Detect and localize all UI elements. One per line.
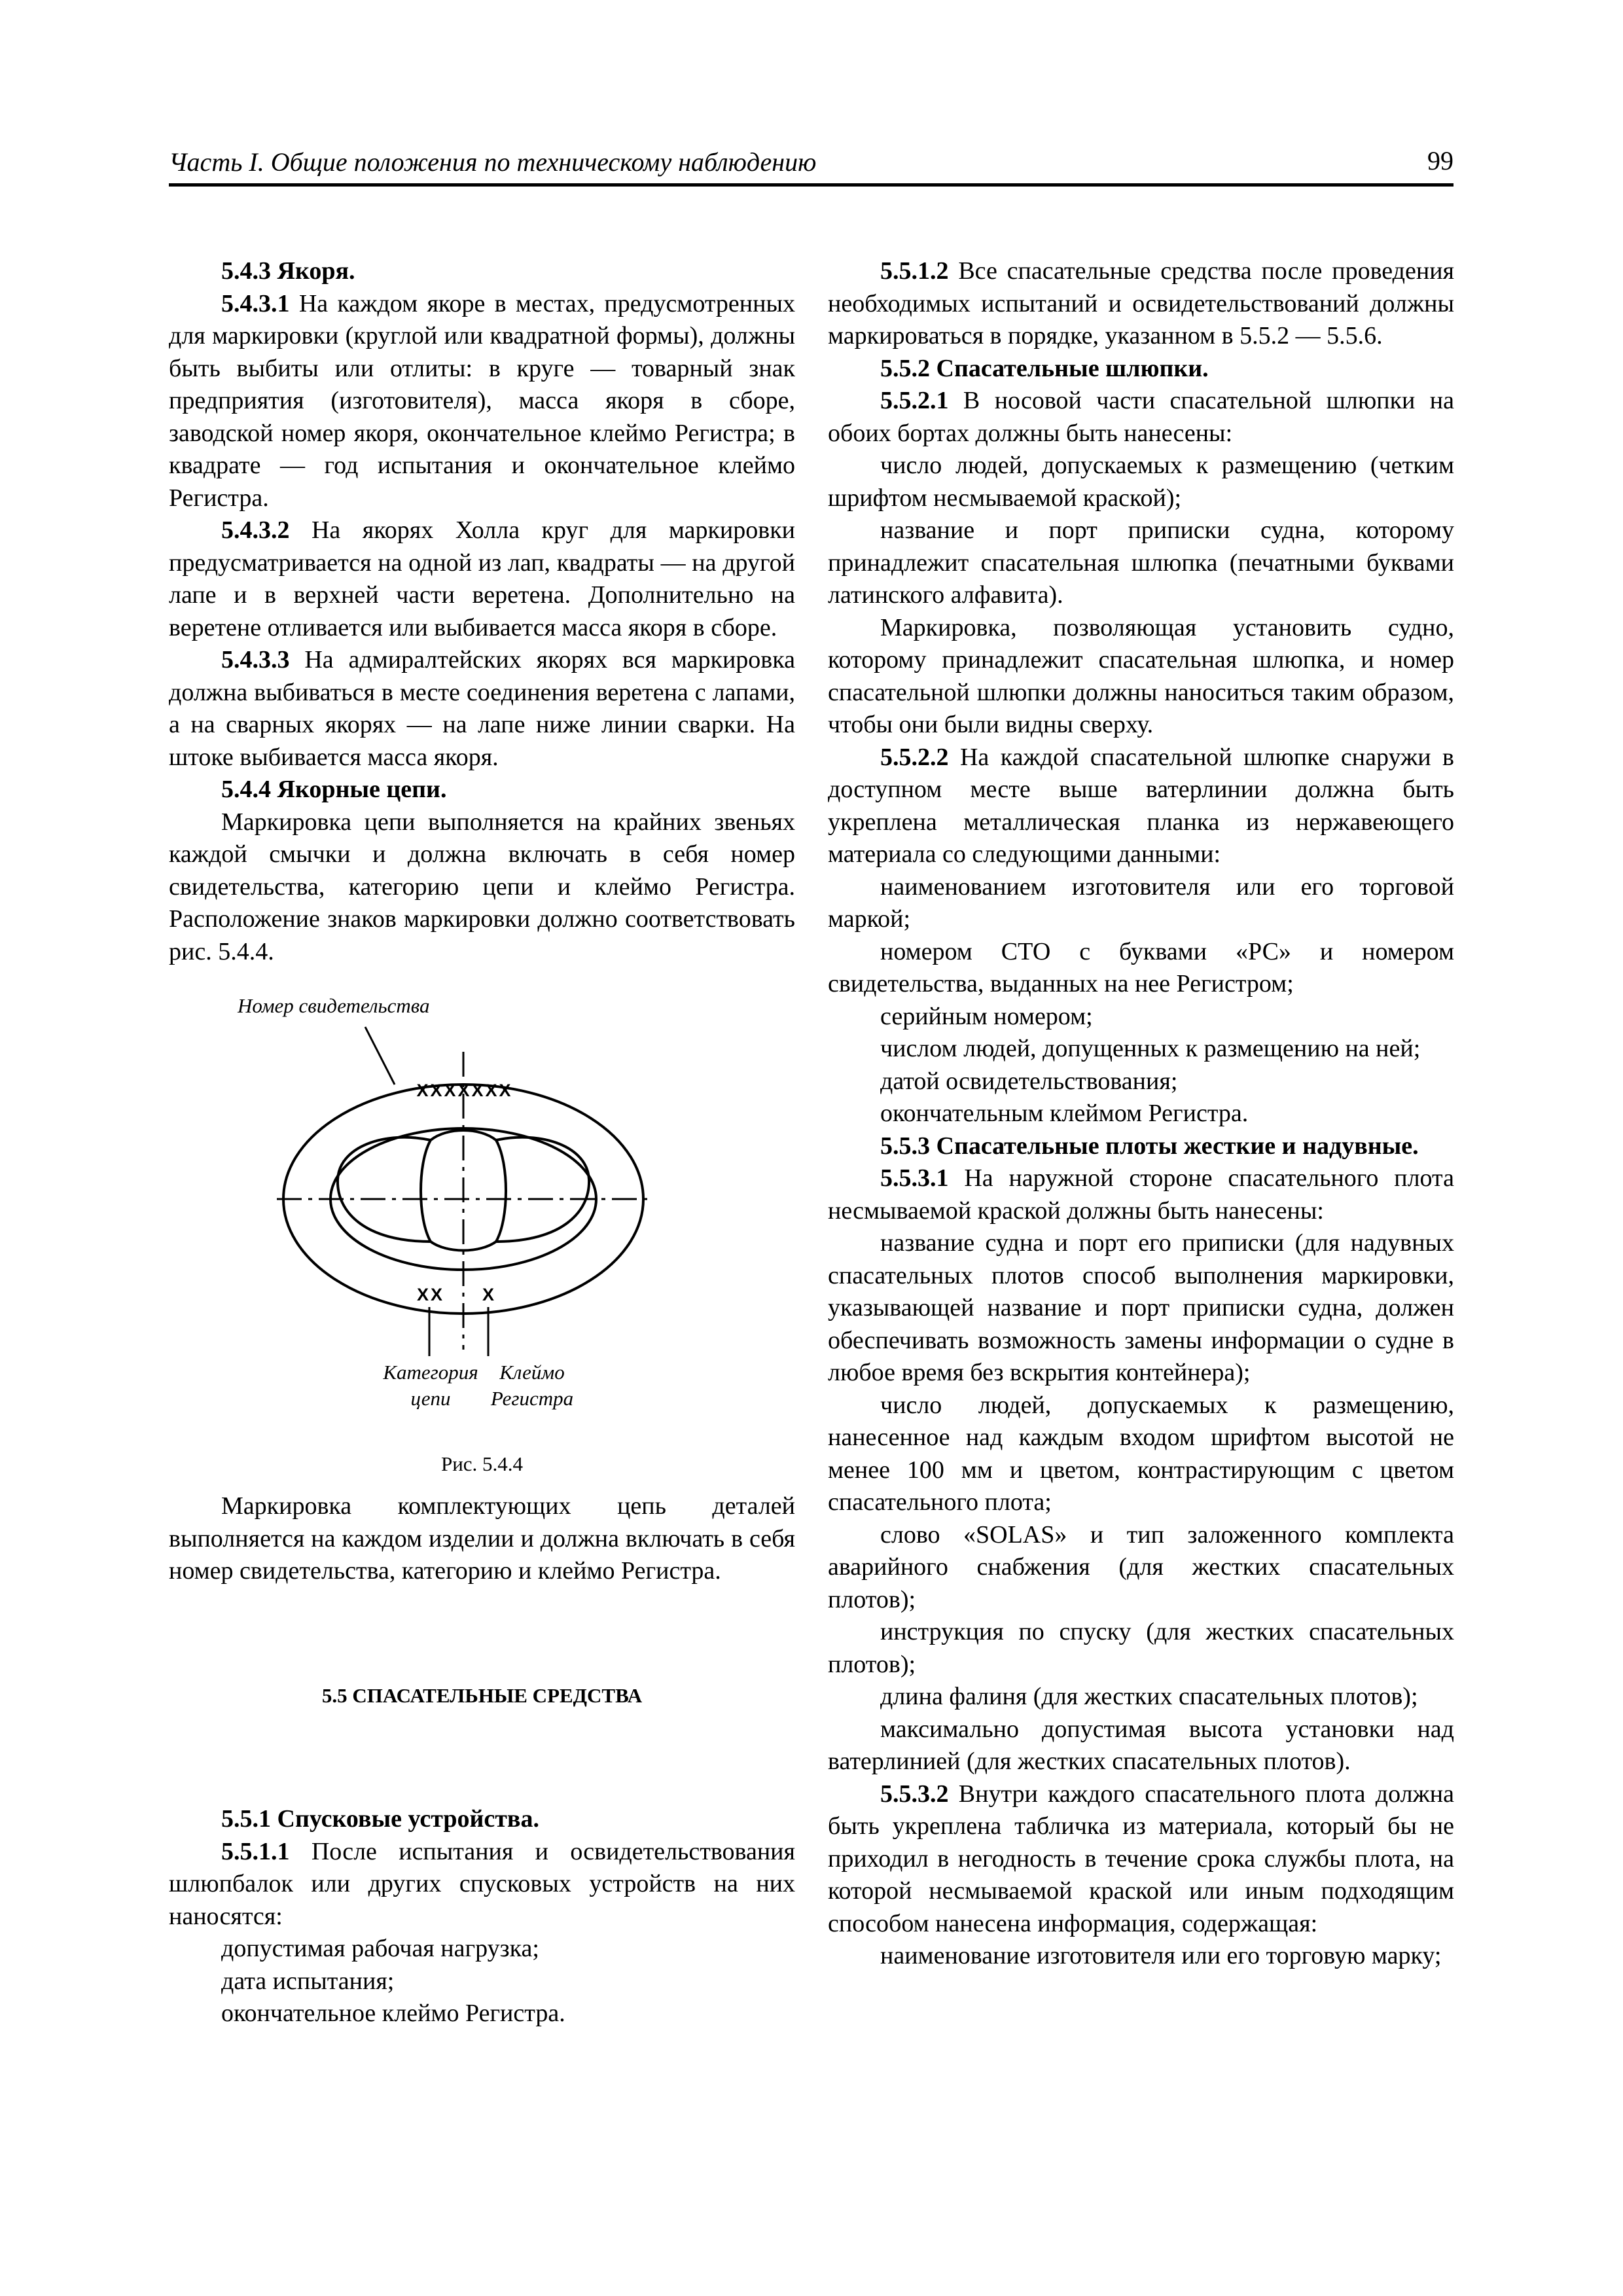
stud-center-right [496,1140,506,1242]
leader-cert [365,1027,395,1085]
para-text: После испытания и освидетельствования шлюпбалок или других спусковых устройств на них наносятся: [169,1837,795,1930]
clause-number: 5.5.2.1 [880,387,949,414]
list-item: датой освидетельствования; [880,1067,1178,1095]
clause-number: 5.5.2.2 [880,743,949,771]
section-5-5-title: 5.5 СПАСАТЕЛЬНЫЕ СРЕДСТВА [321,1683,643,1707]
list-item: название судна и порт его приписки (для надувных спасательных плотов способ выполнения маркировки, указывающей название и порт приписки судна, должен обеспечивать возможность замены информации о судне в любое время без вскрытия контейнера); [828,1229,1454,1386]
list-item: Маркировка, позволяющая установить судно, которому принадлежит спасательная шлюпка, и номер спасательной шлюпки должны наноситься таким образом, чтобы они были видны сверху. [828,613,1454,738]
para-text: Все спасательные средства после проведения необходимых испытаний и освидетельствований должны маркироваться в порядке, указанном в 5.5.2 — 5.5.6. [828,257,1455,350]
list-item: серийным номером; [880,1002,1093,1030]
para-5-5-3-2 [828,1778,1454,1941]
stud-right-lobe [496,1138,589,1242]
label-category-line1: Категория [383,1361,478,1384]
marks-stamp-text: X [482,1285,495,1304]
clause-number: 5.4.3.1 [221,289,290,317]
para-text: На адмиралтейских якорях вся маркировка должна выбиваться в месте соединения веретена с лапами, а на сварных якорях — на лапе ниже линии сварки. На штоке выбивается масса якоря. [169,646,795,771]
para-5-5-2-1 [828,385,1454,450]
heading-5-5-2: 5.5.2 Спасательные шлюпки. [880,354,1209,382]
para-text: Внутри каждого спасательного плота должна быть укреплена табличка из материала, который бы не приходил в негодность в течение срока службы плота, на которой несмываемой краской или иным подходящим способом нанесена информация, содержащая: [828,1780,1454,1937]
list-item: инструкция по спуску (для жестких спасательных плотов); [828,1618,1454,1678]
list-item: дата испытания; [221,1967,395,1995]
label-cert-number: Номер свидетельства [238,994,430,1017]
para-5-4-4: Маркировка цепи выполняется на крайних звеньях каждой смычки и должна включать в себя номер свидетельства, категорию цепи и клеймо Регистра. Расположение знаков маркировки должно соответствовать рис. 5.4.4. [169,808,795,965]
list-item: слово «SOLAS» и тип заложенного комплекта аварийного снабжения (для жестких спасательных плотов); [828,1520,1454,1613]
para-5-5-2-2 [828,742,1454,871]
para-text: На наружной стороне спасательного плота несмываемой краской должны быть нанесены: [828,1164,1454,1225]
page-number: 99 [1427,146,1454,175]
heading-5-4-4: 5.4.4 Якорные цепи. [221,776,447,803]
list-item: окончательное клеймо Регистра. [221,2000,565,2027]
chain-link-diagram [169,993,795,1490]
para-text: На каждом якоре в местах, предусмотренных для маркировки (круглой или квадратной формы), должны быть выбиты или отлиты: в круге — товарный знак предприятия (изготовителя), масса якоря в сборе, заводской номер якоря, окончательное клеймо Регистра; в квадрате — год испытания и окончательное клеймо Регистра. [169,289,795,512]
list-item: допустимая рабочая нагрузка; [221,1935,539,1962]
label-category-line2: цепи [410,1387,451,1410]
figure-5-4-4 [169,993,795,1490]
heading-5-4-3: 5.4.3 Якоря. [221,257,355,285]
stud-center-left [421,1140,431,1242]
para-text: В носовой части спасательной шлюпки на обоих бортах должны быть нанесены: [828,387,1454,447]
stud-left-lobe [338,1138,431,1242]
clause-number: 5.5.3.2 [880,1780,949,1808]
clause-number: 5.5.1.2 [880,257,949,285]
clause-number: 5.4.3.3 [221,646,290,673]
para-5-4-3-3 [169,644,795,774]
label-stamp-line2: Регистра [490,1387,574,1410]
running-title: Часть I. Общие положения по техническому наблюдению [169,147,817,177]
label-stamp [483,1359,581,1412]
left-column [169,255,795,2030]
heading-5-5-1: 5.5.1 Спусковые устройства. [221,1805,539,1833]
clause-number: 5.5.1.1 [221,1837,290,1865]
page-header [169,143,1454,187]
para-after-figure: Маркировка комплектующих цепь деталей выполняется на каждом изделии и должна включать в себя номер свидетельства, категорию и клеймо Регистра. [169,1492,795,1585]
right-column [828,255,1454,1973]
clause-number: 5.4.3.2 [221,516,290,544]
list-item: числом людей, допущенных к размещению на ней; [880,1035,1421,1062]
list-item: наименованием изготовителя или его торговой маркой; [828,872,1454,933]
para-5-4-3-2 [169,514,795,644]
para-text: На якорях Холла круг для маркировки предусматривается на одной из лап, квадраты — на другой лапе и в верхней части веретена. Дополнительно на веретене отливается или выбивается масса якоря в сборе. [169,516,796,641]
label-category [365,1359,496,1412]
para-5-4-3-1 [169,288,795,515]
list-item: окончательным клеймом Регистра. [880,1100,1249,1127]
figure-caption: Рис. 5.4.4 [440,1452,524,1475]
label-stamp-line1: Клеймо [499,1361,565,1384]
marks-category-text: XX [416,1285,445,1304]
para-5-5-1-1 [169,1836,795,1933]
list-item: наименование изготовителя или его торговую марку; [880,1942,1442,1969]
marks-top-text: XXXXXXX [416,1081,513,1100]
list-item: максимально допустимая высота установки над ватерлинией (для жестких спасательных плотов). [828,1715,1454,1775]
list-item: число людей, допускаемых к размещению (четким шрифтом несмываемой краской); [828,452,1454,512]
para-5-5-1-2 [828,255,1454,353]
para-5-5-3-1 [828,1162,1454,1227]
list-item: название и порт приписки судна, которому принадлежит спасательная шлюпка (печатными буквами латинского алфавита). [828,516,1454,609]
list-item: номером СТО с буквами «РС» и номером свидетельства, выданных на нее Регистром; [828,937,1454,997]
list-item: число людей, допускаемых к размещению, нанесенное над каждым входом шрифтом высотой не менее 100 мм и цветом, контрастирующим с цветом спасательного плота; [828,1391,1454,1516]
para-text: На каждой спасательной шлюпке снаружи в доступном месте выше ватерлинии должна быть укреплена металлическая планка из нержавеющего материала со следующими данными: [828,743,1455,868]
list-item: длина фалиня (для жестких спасательных плотов); [880,1683,1418,1710]
heading-5-5-3: 5.5.3 Спасательные плоты жесткие и надувные. [880,1132,1419,1160]
clause-number: 5.5.3.1 [880,1164,949,1192]
